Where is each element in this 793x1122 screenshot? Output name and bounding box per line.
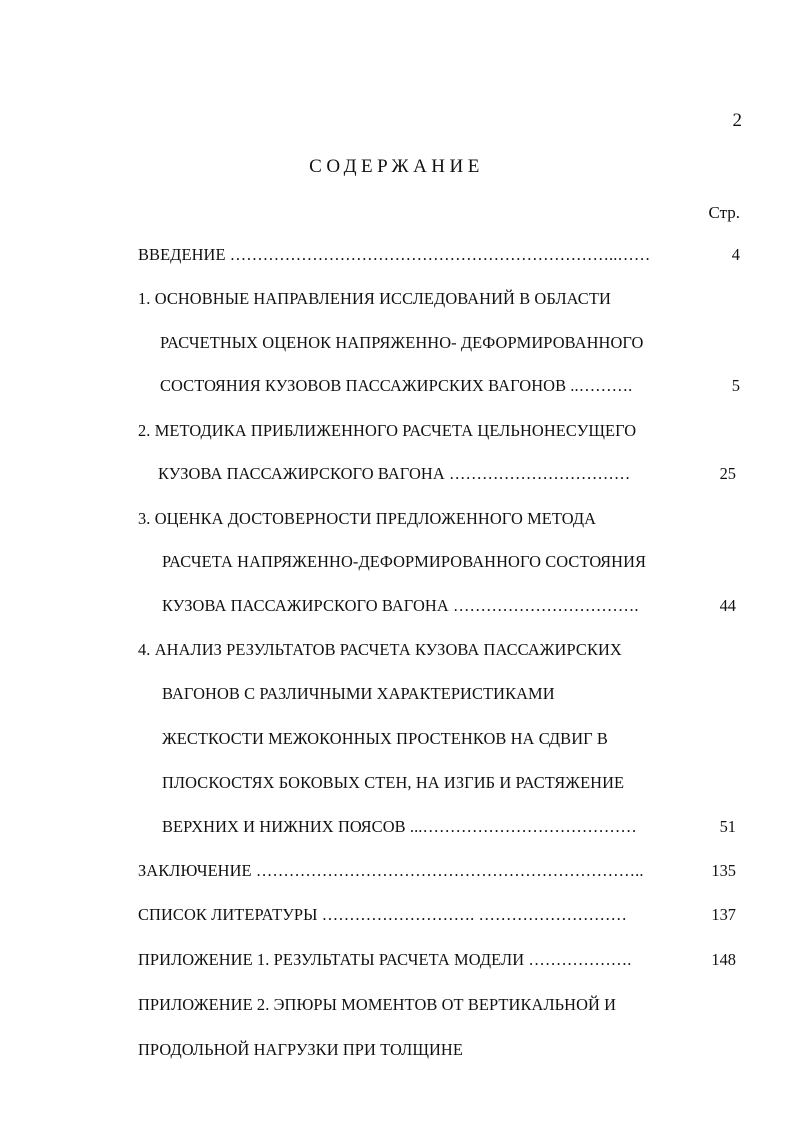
toc-entry-appendix-1: ПРИЛОЖЕНИЕ 1. РЕЗУЛЬТАТЫ РАСЧЕТА МОДЕЛИ ………………. [138,950,632,969]
toc-page-references: 137 [711,905,736,924]
toc-entry-chapter-1-line-2: РАСЧЕТНЫХ ОЦЕНОК НАПРЯЖЕННО- ДЕФОРМИРОВАННОГО [160,333,644,352]
toc-page-chapter-4: 51 [719,817,736,836]
toc-page-chapter-3: 44 [719,596,736,615]
toc-entry-conclusion: ЗАКЛЮЧЕНИЕ …………………………………………………………….. [138,861,644,880]
toc-entry-chapter-3-line-1: 3. ОЦЕНКА ДОСТОВЕРНОСТИ ПРЕДЛОЖЕННОГО МЕТОДА [138,509,597,528]
toc-entry-references: СПИСОК ЛИТЕРАТУРЫ ………………………. ……………………… [138,905,627,924]
toc-entry-chapter-4-line-4: ПЛОСКОСТЯХ БОКОВЫХ СТЕН, НА ИЗГИБ И РАСТЯЖЕНИЕ [162,773,625,792]
page-title: СОДЕРЖАНИЕ [309,156,484,177]
toc-entry-chapter-4-line-2: ВАГОНОВ С РАЗЛИЧНЫМИ ХАРАКТЕРИСТИКАМИ [162,684,555,703]
toc-entry-chapter-4-line-3: ЖЕСТКОСТИ МЕЖОКОННЫХ ПРОСТЕНКОВ НА СДВИГ В [162,729,608,748]
toc-entry-chapter-2-line-2: КУЗОВА ПАССАЖИРСКОГО ВАГОНА …………………………… [158,464,631,483]
toc-entry-appendix-2-line-1: ПРИЛОЖЕНИЕ 2. ЭПЮРЫ МОМЕНТОВ ОТ ВЕРТИКАЛЬНОЙ И [138,995,617,1014]
toc-entry-chapter-1-line-1: 1. ОСНОВНЫЕ НАПРАВЛЕНИЯ ИССЛЕДОВАНИЙ В ОБЛАСТИ [138,289,611,308]
toc-entry-chapter-3-line-2: РАСЧЕТА НАПРЯЖЕННО-ДЕФОРМИРОВАННОГО СОСТОЯНИЯ [162,552,647,571]
toc-entry-chapter-1-line-3: СОСТОЯНИЯ КУЗОВОВ ПАССАЖИРСКИХ ВАГОНОВ ..………. [160,376,633,395]
toc-page-introduction: 4 [731,245,740,264]
toc-page-appendix-1: 148 [711,950,736,969]
page-number: 2 [732,110,742,131]
toc-page-chapter-1: 5 [731,376,740,395]
toc-entry-chapter-2-line-1: 2. МЕТОДИКА ПРИБЛИЖЕННОГО РАСЧЕТА ЦЕЛЬНОНЕСУЩЕГО [138,421,637,440]
toc-entry-chapter-4-line-5: ВЕРХНИХ И НИЖНИХ ПОЯСОВ ...………………………………… [162,817,637,836]
toc-page-chapter-2: 25 [719,464,736,483]
toc-entry-appendix-2-line-2: ПРОДОЛЬНОЙ НАГРУЗКИ ПРИ ТОЛЩИНЕ [138,1040,463,1059]
toc-page-conclusion: 135 [711,861,736,880]
toc-entry-introduction: ВВЕДЕНИЕ ……………………………………………………………..…… [138,245,651,264]
page-column-header: Стр. [708,203,740,222]
toc-entry-chapter-4-line-1: 4. АНАЛИЗ РЕЗУЛЬТАТОВ РАСЧЕТА КУЗОВА ПАССАЖИРСКИХ [138,640,622,659]
toc-entry-chapter-3-line-3: КУЗОВА ПАССАЖИРСКОГО ВАГОНА ……………………………. [162,596,639,615]
